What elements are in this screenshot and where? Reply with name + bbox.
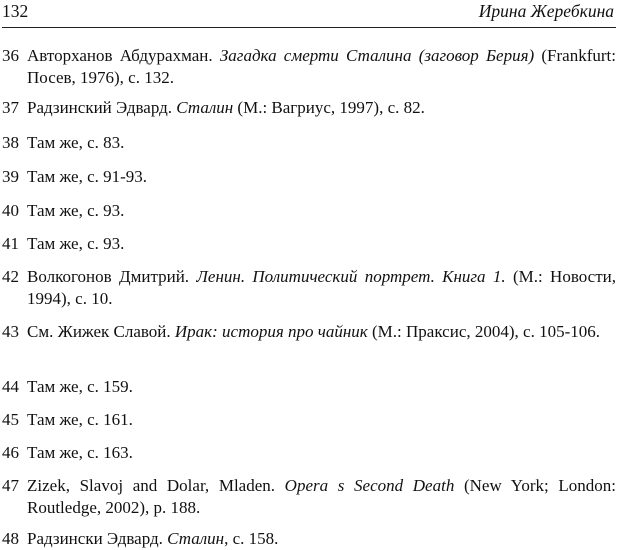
endnote-reference: Там же, с. 161. xyxy=(27,410,133,429)
endnote-number: 43 xyxy=(2,322,19,341)
endnote-text xyxy=(27,442,616,464)
endnote-title: Сталин xyxy=(176,98,234,117)
endnote-text xyxy=(27,166,616,188)
endnote-title: Загадка смерти Сталина (заговор Берия) xyxy=(219,46,535,65)
endnote-text xyxy=(27,475,616,519)
endnote-author: Волкогонов Дмитрий. xyxy=(27,267,197,286)
endnote-number: 42 xyxy=(2,267,19,286)
endnote-number: 36 xyxy=(2,46,19,65)
endnote-number: 45 xyxy=(2,410,19,429)
endnote-number: 47 xyxy=(2,476,19,495)
endnote-text xyxy=(27,132,616,154)
endnote-author: См. Жижек Славой. xyxy=(27,322,175,341)
endnote-text xyxy=(27,97,616,119)
endnote-title: Ирак: история про чайник xyxy=(174,322,368,341)
endnote-text xyxy=(27,409,616,431)
endnote-reference: Там же, с. 93. xyxy=(27,234,125,253)
running-header xyxy=(2,0,616,28)
endnote-text xyxy=(27,233,616,255)
endnote-author: Авторханов Абдурахман. xyxy=(27,46,220,65)
endnote-text xyxy=(27,266,616,310)
endnote-reference: Там же, с. 159. xyxy=(27,377,133,396)
endnote-publication: (Frankfurt: Посев, 1976), с. 132. xyxy=(27,46,616,87)
endnote-text xyxy=(27,45,616,89)
endnote-number: 37 xyxy=(2,98,19,117)
endnote-number: 44 xyxy=(2,377,19,396)
endnote-number: 39 xyxy=(2,167,19,186)
endnote-reference: Там же, с. 93. xyxy=(27,201,125,220)
endnote-text xyxy=(27,376,616,398)
endnote-number: 46 xyxy=(2,443,19,462)
endnote-publication: (New York; London: Routledge, 2002), p. 188. xyxy=(27,476,616,517)
endnote-title: Сталин xyxy=(167,529,225,548)
endnote-text xyxy=(27,200,616,222)
endnote-number: 40 xyxy=(2,201,19,220)
endnote-reference: Там же, с. 83. xyxy=(27,133,125,152)
endnote-text xyxy=(27,528,616,550)
endnote-text xyxy=(27,321,616,343)
endnote-title: Opera s Second Death xyxy=(284,476,455,495)
endnote-number: 41 xyxy=(2,234,19,253)
endnote-publication: (М.: Вагриус, 1997), с. 82. xyxy=(233,98,425,117)
endnote-author: Радзински Эдвард. xyxy=(27,529,168,548)
endnote-reference: Там же, с. 163. xyxy=(27,443,133,462)
endnote-number: 48 xyxy=(2,529,19,548)
endnote-publication: (М.: Новости, 1994), с. 10. xyxy=(27,267,616,308)
endnote-author: Zizek, Slavoj and Dolar, Mladen. xyxy=(27,476,285,495)
running-header-author: Ирина Жеребкина xyxy=(478,1,614,21)
endnote-title: Ленин. Политический портрет. Книга 1. xyxy=(196,267,506,286)
endnote-publication: (М.: Праксис, 2004), с. 105-106. xyxy=(367,322,600,341)
endnote-author: Радзинский Эдвард. xyxy=(27,98,177,117)
endnote-reference: Там же, с. 91-93. xyxy=(27,167,148,186)
page-number: 132 xyxy=(2,1,29,21)
endnote-number: 38 xyxy=(2,133,19,152)
endnote-publication: , с. 158. xyxy=(224,529,279,548)
